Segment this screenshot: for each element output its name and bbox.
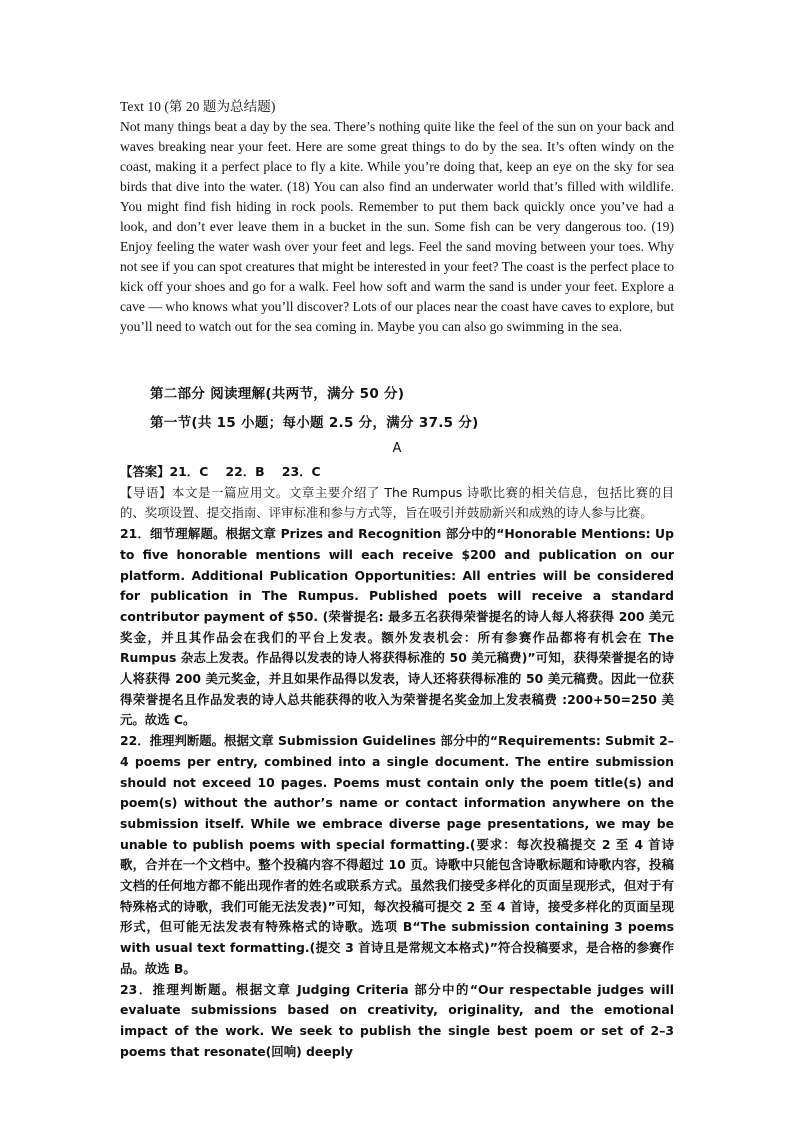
answer-explanations — [120, 462, 674, 1062]
q23-explanation: 23．推理判断题。根据文章 Judging Criteria 部分中的“Our respectable judges will evaluate submissions based on creativity, originality, and the emotional impact of the work. We seek to publish the single best poem or set of 2–3 poems that resonate(回响) deeply — [120, 981, 674, 1059]
text10-passage — [120, 97, 674, 337]
answer-key: 【答案】21．C 22．B 23．C — [120, 464, 321, 479]
guide-paragraph: 【导语】本文是一篇应用文。文章主要介绍了 The Rumpus 诗歌比赛的相关信息，包括比赛的目的、奖项设置、提交指南、评审标准和参与方式等，旨在吸引并鼓励新兴和成熟的诗人参与比赛。 — [120, 484, 674, 521]
section1-heading: 第一节(共 15 小题；每小题 2.5 分，满分 37.5 分) — [150, 415, 479, 431]
passage-label-a: A — [392, 441, 402, 456]
text10-title: Text 10 (第 20 题为总结题) — [120, 99, 276, 114]
q21-explanation: 21．细节理解题。根据文章 Prizes and Recognition 部分中的“Honorable Mentions: Up to five honorable mentions will each receive $200 and publication on our platform. Additional Publication Opportunities: All entries will be considered for publication in The Rumpus. Published poets will receive a standard contributor payment of $50. (荣誉提名: 最多五名获得荣誉提名的诗人每人将获得 200 美元奖金，并且其作品会在我们的平台上发表。额外发表机会：所有参赛作品都将有机会在 The Rumpus 杂志上发表。作品得以发表的诗人将获得标准的 50 美元稿费)”可知，获得荣誉提名的诗人将获得 200 美元奖金，并且如果作品得以发表，诗人还将获得标准的 50 美元稿费。因此一位获得荣誉提名且作品发表的诗人总共能获得的收入为荣誉提名奖金加上发表稿费 :200+50=250 美元。故选 C。 — [120, 526, 674, 728]
part2-heading: 第二部分 阅读理解(共两节，满分 50 分) — [150, 386, 405, 402]
text10-body: Not many things beat a day by the sea. There’s nothing quite like the feel of the sun on your back and waves breaking near your feet. Here are some great things to do by the sea. It’s often windy on the coast, making it a perfect place to fly a kite. While you’re doing that, keep an eye on the sky for sea birds that dive into the water. (18) You can also find an underwater world that’s filled with wildlife. You might find fish hiding in rock pools. Remember to put them back quickly once you’ve had a look, and don’t ever leave them in a bucket in the sun. Some fish can be very dangerous too. (19) Enjoy feeling the water wash over your feet and legs. Feel the sand moving between your toes. Why not see if you can spot creatures that might be interested in your feet? The coast is the perfect place to kick off your shoes and go for a walk. Feel how soft and warm the sand is under your feet. Explore a cave — who knows what you’ll discover? Lots of our places near the coast have caves to explore, but you’ll need to watch out for the sea coming in. Maybe you can also go swimming in the sea. — [120, 119, 674, 334]
q22-explanation: 22．推理判断题。根据文章 Submission Guidelines 部分中的“Requirements: Submit 2–4 poems per entry, combined into a single document. The entire submission should not exceed 10 pages. Poems must contain only the poem title(s) and poem(s) without the author’s name or contact information anywhere on the submission itself. While we embrace diverse page presentations, we may be unable to publish poems with special formatting.(要求：每次投稿提交 2 至 4 首诗歌，合并在一个文档中。整个投稿内容不得超过 10 页。诗歌中只能包含诗歌标题和诗歌内容，投稿文档的任何地方都不能出现作者的姓名或联系方式。虽然我们接受多样化的页面呈现形式，但对于有特殊格式的诗歌，我们可能无法发表)”可知，每次投稿可提交 2 至 4 首诗，接受多样化的页面呈现形式，但可能无法发表有特殊格式的诗歌。选项 B“The submission containing 3 poems with usual text formatting.(提交 3 首诗且是常规文本格式)”符合投稿要求，是合格的参赛作品。故选 B。 — [120, 733, 674, 976]
